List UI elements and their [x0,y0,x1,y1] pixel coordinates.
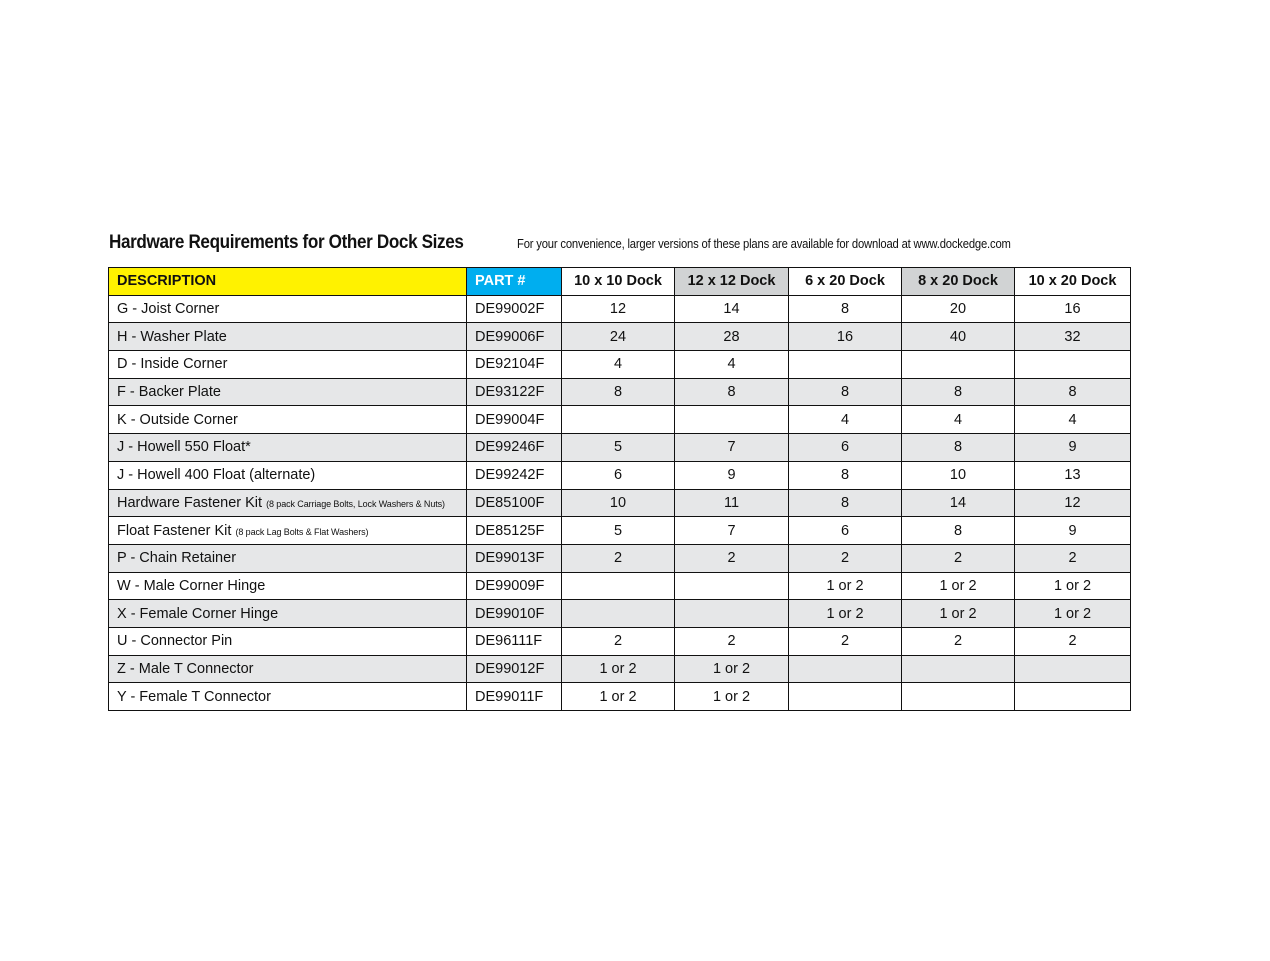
cell-description [109,295,467,323]
column-header-size: 10 x 10 Dock [562,268,675,296]
cell-quantity: 8 [902,378,1015,406]
cell-description [109,406,467,434]
cell-part-number: DE96111F [467,627,562,655]
cell-quantity: 8 [1015,378,1131,406]
row-description: H - Washer Plate [117,328,227,345]
cell-part-number: DE99242F [467,461,562,489]
cell-description [109,378,467,406]
cell-part-number: DE92104F [467,351,562,379]
table-row [109,489,1131,517]
cell-description [109,323,467,351]
cell-quantity [675,600,789,628]
cell-quantity: 9 [675,461,789,489]
table-row [109,600,1131,628]
cell-quantity: 1 or 2 [1015,572,1131,600]
row-description-note: (8 pack Lag Bolts & Flat Washers) [235,526,369,537]
cell-quantity: 4 [562,351,675,379]
cell-quantity [562,600,675,628]
table-body [109,295,1131,710]
row-description: J - Howell 400 Float (alternate) [117,467,316,484]
cell-quantity: 24 [562,323,675,351]
cell-quantity: 1 or 2 [789,572,902,600]
cell-quantity [675,572,789,600]
row-description: W - Male Corner Hinge [117,577,266,594]
row-description: P - Chain Retainer [117,550,237,567]
column-header-size: 8 x 20 Dock [902,268,1015,296]
cell-quantity: 12 [1015,489,1131,517]
cell-quantity [789,655,902,683]
table-row [109,517,1131,545]
cell-quantity: 8 [789,489,902,517]
page-title: Hardware Requirements for Other Dock Sizes [109,232,464,253]
cell-description [109,655,467,683]
cell-description [109,572,467,600]
cell-quantity: 8 [789,295,902,323]
cell-quantity [562,406,675,434]
cell-quantity: 32 [1015,323,1131,351]
cell-quantity: 2 [675,544,789,572]
cell-description [109,461,467,489]
table-row [109,627,1131,655]
cell-quantity [1015,683,1131,711]
cell-quantity: 4 [1015,406,1131,434]
cell-description [109,627,467,655]
cell-quantity: 14 [675,295,789,323]
column-header-part: PART # [467,268,562,296]
cell-quantity: 4 [675,351,789,379]
cell-part-number: DE99009F [467,572,562,600]
table-row [109,434,1131,462]
cell-quantity: 7 [675,517,789,545]
cell-quantity: 28 [675,323,789,351]
cell-quantity: 8 [902,434,1015,462]
row-description: Float Fastener Kit [117,522,232,539]
row-description: X - Female Corner Hinge [117,605,279,622]
cell-quantity: 5 [562,517,675,545]
row-description-note: (8 pack Carriage Bolts, Lock Washers & Nuts) [266,498,445,509]
hardware-requirements-table [108,267,1131,711]
cell-quantity: 1 or 2 [562,683,675,711]
cell-description [109,517,467,545]
cell-part-number: DE99011F [467,683,562,711]
cell-quantity: 12 [562,295,675,323]
cell-quantity: 8 [789,378,902,406]
cell-quantity: 1 or 2 [902,572,1015,600]
cell-description [109,544,467,572]
cell-part-number: DE99002F [467,295,562,323]
cell-quantity [562,572,675,600]
column-header-size: 12 x 12 Dock [675,268,789,296]
cell-quantity: 5 [562,434,675,462]
table-row [109,351,1131,379]
cell-quantity [902,351,1015,379]
cell-part-number: DE99246F [467,434,562,462]
cell-part-number: DE99012F [467,655,562,683]
cell-quantity: 2 [1015,544,1131,572]
cell-quantity: 16 [789,323,902,351]
cell-quantity: 2 [562,627,675,655]
column-header-description: DESCRIPTION [109,268,467,296]
cell-part-number: DE99004F [467,406,562,434]
row-description: Hardware Fastener Kit [117,494,263,511]
cell-quantity: 1 or 2 [1015,600,1131,628]
cell-quantity: 1 or 2 [902,600,1015,628]
cell-quantity: 7 [675,434,789,462]
cell-quantity [902,655,1015,683]
cell-quantity [675,406,789,434]
table-row [109,655,1131,683]
page-subtitle: For your convenience, larger versions of these plans are available for download at www.dockedge.com [517,237,1011,251]
cell-quantity [789,683,902,711]
cell-quantity: 16 [1015,295,1131,323]
cell-part-number: DE85100F [467,489,562,517]
table-row [109,295,1131,323]
cell-quantity: 13 [1015,461,1131,489]
cell-part-number: DE99013F [467,544,562,572]
cell-quantity: 6 [789,434,902,462]
cell-quantity: 8 [562,378,675,406]
cell-quantity: 2 [675,627,789,655]
table-row [109,406,1131,434]
cell-quantity: 1 or 2 [562,655,675,683]
cell-quantity: 2 [902,627,1015,655]
row-description: G - Joist Corner [117,301,220,318]
cell-quantity: 6 [789,517,902,545]
cell-part-number: DE99010F [467,600,562,628]
cell-quantity: 20 [902,295,1015,323]
cell-quantity: 10 [902,461,1015,489]
table-row [109,572,1131,600]
cell-quantity: 1 or 2 [675,683,789,711]
cell-quantity: 2 [789,544,902,572]
cell-quantity: 14 [902,489,1015,517]
row-description: D - Inside Corner [117,356,228,373]
row-description: Y - Female T Connector [117,688,271,705]
cell-description [109,683,467,711]
cell-quantity [1015,351,1131,379]
cell-quantity: 8 [675,378,789,406]
table-row [109,544,1131,572]
cell-description [109,489,467,517]
table-row [109,378,1131,406]
cell-quantity: 40 [902,323,1015,351]
cell-quantity: 4 [902,406,1015,434]
cell-part-number: DE93122F [467,378,562,406]
row-description: U - Connector Pin [117,633,233,650]
cell-quantity [789,351,902,379]
cell-part-number: DE99006F [467,323,562,351]
cell-quantity: 2 [789,627,902,655]
cell-quantity: 11 [675,489,789,517]
cell-quantity: 1 or 2 [789,600,902,628]
cell-quantity: 8 [789,461,902,489]
column-header-size: 10 x 20 Dock [1015,268,1131,296]
column-header-size: 6 x 20 Dock [789,268,902,296]
table-row [109,461,1131,489]
row-description: Z - Male T Connector [117,660,254,677]
row-description: K - Outside Corner [117,411,238,428]
cell-description [109,351,467,379]
cell-quantity: 8 [902,517,1015,545]
cell-quantity: 4 [789,406,902,434]
heading [109,230,1139,258]
cell-quantity: 9 [1015,517,1131,545]
cell-quantity: 1 or 2 [675,655,789,683]
header-row [109,268,1131,296]
row-description: J - Howell 550 Float* [117,439,251,456]
row-description: F - Backer Plate [117,384,221,401]
cell-quantity: 2 [1015,627,1131,655]
cell-quantity: 6 [562,461,675,489]
cell-description [109,434,467,462]
cell-quantity [1015,655,1131,683]
cell-quantity: 9 [1015,434,1131,462]
table-row [109,323,1131,351]
cell-description [109,600,467,628]
table-row [109,683,1131,711]
cell-quantity: 2 [902,544,1015,572]
cell-part-number: DE85125F [467,517,562,545]
cell-quantity: 2 [562,544,675,572]
cell-quantity: 10 [562,489,675,517]
cell-quantity [902,683,1015,711]
